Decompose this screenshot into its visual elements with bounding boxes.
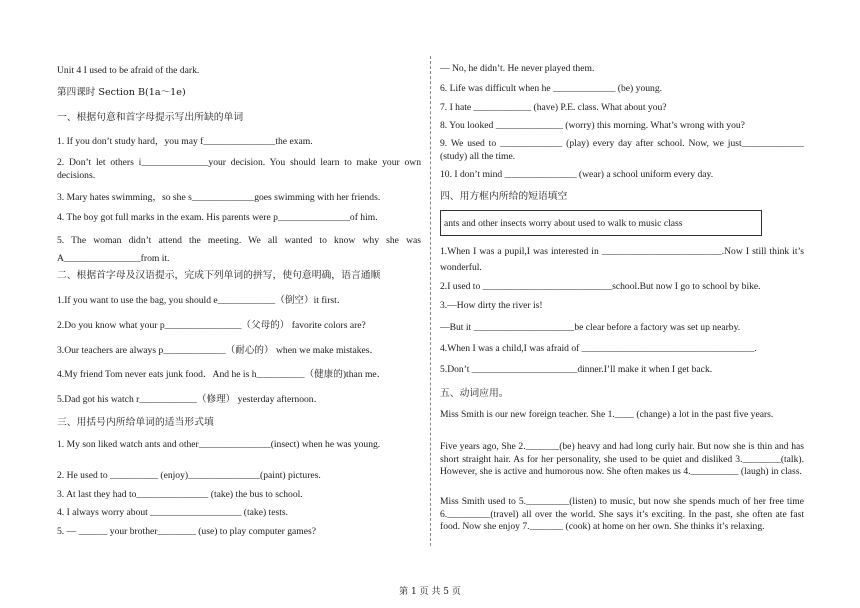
question-item: 3. Mary hates swimming，so she s_____________goes swimming with her friends.	[57, 192, 381, 203]
section-5-heading: 五、动词应用。	[440, 388, 509, 399]
question-item: 6. Life was difficult when he _____________ (be) young.	[440, 83, 663, 94]
phrase-box-text: ants and other insects worry about used to walk to music class	[444, 218, 683, 229]
section-1-heading: 一、根据句意和首字母提示写出所缺的单词	[57, 112, 244, 123]
section-3-heading: 三、用括号内所给单词的适当形式填	[57, 417, 214, 428]
question-item: 3.—How dirty the river is!	[440, 300, 543, 311]
lesson-label: 第四课时 Section B(1a～1e)	[57, 87, 186, 98]
question-item: 5. The woman didn’t attend the meeting. We all wanted to know why she was A________________from it.	[57, 235, 421, 264]
question-item: 4.When I was a child,I was afraid of ____________________________________.	[440, 343, 757, 354]
question-item: 5.Don’t ______________________dinner.I’ll make it when I get back.	[440, 364, 713, 375]
question-item: 1. My son liked watch ants and other_______________(insect) when he was young.	[57, 439, 381, 450]
question-item: 4. The boy got full marks in the exam. His parents were p_______________of him.	[57, 212, 378, 223]
question-item: 5.Dad got his watch r____________（修理） yesterday afternoon．	[57, 394, 324, 405]
paragraph: Five years ago, She 2._______(be) heavy and had long curly hair. But now she is thin and has short straight hair. As for her personality, she used to be quiet and disliked 3.________(talk). However, she is active and humorous now. She often makes us 4.__________ (laugh) in class.	[440, 441, 804, 478]
column-divider	[430, 56, 431, 546]
paragraph: Miss Smith is our new foreign teacher. She 1.____ (change) a lot in the past five years.	[440, 409, 774, 420]
question-item: 2. Don’t let others i______________your decision. You should learn to make your own decisions.	[57, 157, 421, 181]
question-item: — No, he didn’t. He never played them.	[440, 63, 595, 74]
paragraph: Miss Smith used to 5._________(listen) to music, but now she spends much of her free time 6._________(travel) all over the world. She says it’s exciting. In the past, she often ate fast food. Now she enjoy 7._______ (cook) at home on her own. She thinks it’s relaxing.	[440, 496, 804, 533]
unit-title: Unit 4 I used to be afraid of the dark.	[57, 65, 200, 76]
phrase-box	[440, 210, 762, 236]
question-item: 1.When I was a pupil,I was interested in _________________________.Now I still think it’s wonderful.	[440, 246, 804, 273]
question-item: 1. If you don’t study hard，you may f_______________the exam.	[57, 136, 313, 147]
question-item: 7. I hate ____________ (have) P.E. class. What about you?	[440, 102, 667, 113]
question-item: 1.If you want to use the bag, you should e____________（倒空）it first．	[57, 295, 347, 306]
question-item: 3. At last they had to_______________ (take) the bus to school.	[57, 489, 303, 500]
question-item: 2. He used to __________ (enjoy)_______________(paint) pictures.	[57, 470, 321, 481]
question-item: 5. — ______ your brother________ (use) to play computer games?	[57, 526, 316, 537]
question-item: 2.Do you know what your p________________（父母的） favorite colors are?	[57, 320, 366, 331]
question-item: 9. We used to _____________ (play) every day after school. Now, we just_____________ (study) all the time.	[440, 138, 804, 162]
page-footer: 第 1 页 共 5 页	[399, 587, 461, 597]
question-item: 8. You looked ______________ (worry) this morning. What’s wrong with you?	[440, 120, 745, 131]
section-4-heading: 四、用方框内所给的短语填空	[440, 191, 568, 202]
question-item: 4.My friend Tom never eats junk food．And he is h__________（健康的)than me．	[57, 369, 387, 380]
question-item: —But it _____________________be clear before a factory was set up nearby.	[440, 322, 741, 333]
question-item: 10. I don’t mind _______________ (wear) a school uniform every day.	[440, 169, 714, 180]
section-2-heading: 二、根据首字母及汉语提示，完成下列单词的拼写，使句意明确，语言通顺	[57, 270, 381, 281]
question-item: 2.I used to ___________________________school.But now I go to school by bike.	[440, 281, 761, 292]
question-item: 4. I always worry about ___________________ (take) tests.	[57, 507, 289, 518]
question-item: 3.Our teachers are always p_____________（耐心的） when we make mistakes．	[57, 345, 380, 356]
